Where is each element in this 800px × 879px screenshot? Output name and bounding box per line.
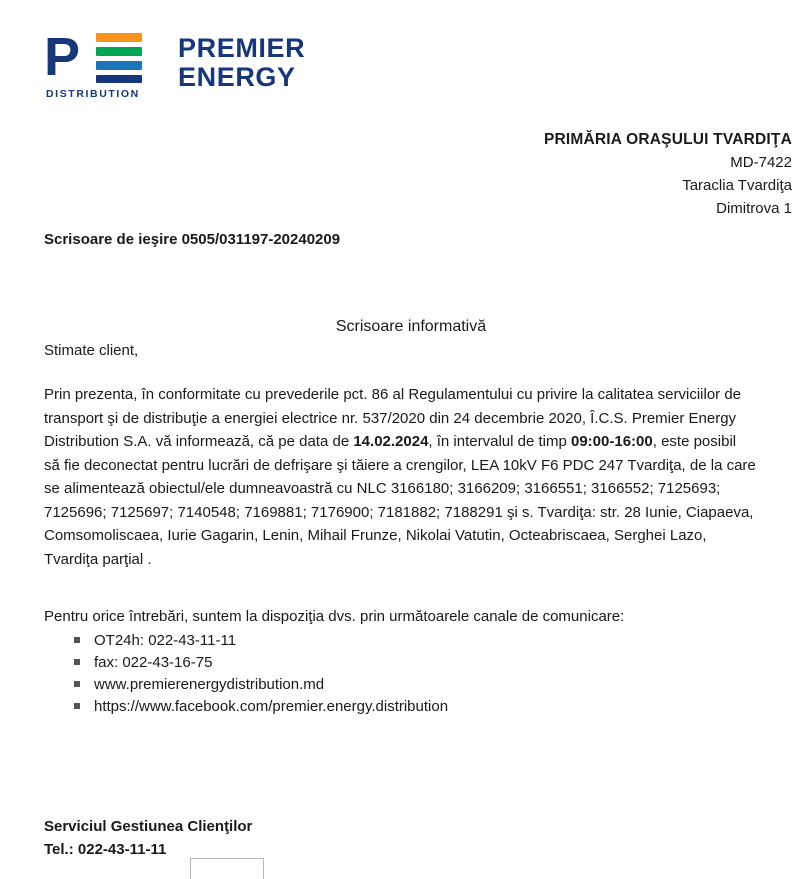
body-paragraph: [44, 383, 756, 571]
recipient-block: [544, 128, 792, 220]
logo-mark: [44, 27, 148, 100]
signature-department: Serviciul Gestiunea Clienţilor: [44, 818, 253, 835]
contact-intro: Pentru orice întrebări, suntem la dispoziţia dvs. prin următoarele canale de comunicare:: [44, 608, 625, 625]
logo-wordmark-line1: PREMIER: [178, 33, 306, 63]
list-item: [44, 652, 448, 674]
recipient-locality: Taraclia Tvardiţa: [682, 177, 792, 194]
recipient-name: PRIMĂRIA ORAŞULUI TVARDIŢA: [543, 131, 792, 148]
contact-channel-label: https://www.facebook.com/premier.energy.distribution: [94, 698, 449, 715]
body-part-3: , este posibil să fie deconectat pentru lucrări de defrişare şi tăiere a crengilor, LEA 10kV F6 PDC 247 Tvardiţa, de la care se alimentează obiectul/ele dumneavoastră cu NLC 3166180; 3166209; 3166551; 3166552; 7125693; 7125696; 7125697; 7140548; 7169881; 7176900; 7181882; 7188291 şi s. Tvardiţa: str. 28 Iunie, Ciapaeva, Comsomoliscaea, Iurie Gagarin, Lenin, Mihail Frunze, Nikolai Vatutin, Octeabriscaea, Serghei Lazo, Tvardiţa parţial .: [44, 433, 756, 568]
document-title: Scrisoare informativă: [335, 318, 487, 335]
recipient-street: Dimitrova 1: [716, 200, 792, 217]
contact-channels-list: [44, 630, 448, 718]
stamp-placeholder: [190, 858, 264, 879]
contact-channel-label: OT24h: 022-43-11-11: [94, 632, 237, 649]
logo-wordmark-line2: ENERGY: [178, 62, 296, 92]
body-part-1: Prin prezenta, în conformitate cu prevederile pct. 86 al Regulamentului cu privire la calitatea serviciilor de transport şi de distribuţie a energiei electrice nr. 537/2020 din 24 decembrie 2020, Î.C.S. Premier Energy Distribution S.A. vă informează, că pe data de: [44, 386, 742, 450]
contact-channel-label: fax: 022-43-16-75: [94, 654, 213, 671]
letter-reference: Scrisoare de ieşire 0505/031197-20240209: [44, 231, 341, 248]
logo-wordmark: [178, 34, 305, 92]
square-bullet-icon: [74, 681, 80, 687]
logo-letter-p: P: [44, 27, 79, 87]
logo-letter-e-bars: [96, 33, 142, 81]
premier-energy-logo: [44, 27, 306, 100]
list-item: [44, 696, 448, 718]
salutation: Stimate client,: [44, 342, 139, 359]
square-bullet-icon: [74, 659, 80, 665]
body-time-interval: 09:00-16:00: [571, 433, 653, 450]
signature-phone: Tel.: 022-43-11-11: [44, 841, 167, 858]
logo-bar-blue: [96, 61, 142, 70]
body-part-2: , în intervalul de timp: [428, 433, 571, 450]
logo-tagline: DISTRIBUTION: [46, 88, 140, 100]
square-bullet-icon: [74, 637, 80, 643]
recipient-postal-code: MD-7422: [730, 154, 792, 171]
list-item: [44, 630, 448, 652]
logo-bar-orange: [96, 33, 142, 42]
contact-channel-label: www.premierenergydistribution.md: [94, 676, 325, 693]
logo-bar-navy: [96, 75, 142, 83]
list-item: [44, 674, 448, 696]
body-date: 14.02.2024: [353, 433, 429, 450]
logo-bar-green: [96, 47, 142, 56]
square-bullet-icon: [74, 703, 80, 709]
